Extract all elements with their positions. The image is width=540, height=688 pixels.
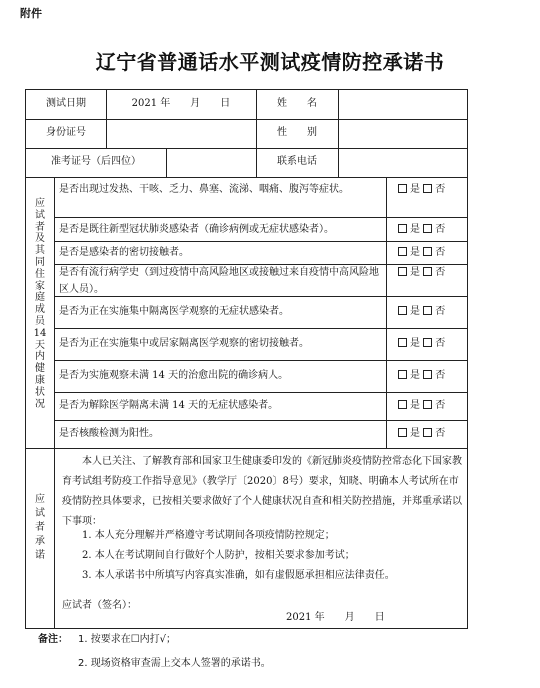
no-label: 否 <box>435 247 446 258</box>
no-checkbox[interactable] <box>423 370 432 379</box>
yes-checkbox[interactable] <box>398 306 407 315</box>
question-9: 是否核酸检测为阳性。 <box>59 428 159 439</box>
pledge-form <box>25 89 468 629</box>
no-checkbox[interactable] <box>423 338 432 347</box>
test-date-label: 测试日期 <box>46 98 86 109</box>
id-number-label: 身份证号 <box>46 127 86 138</box>
yes-checkbox[interactable] <box>398 224 407 233</box>
yes-checkbox[interactable] <box>398 338 407 347</box>
answer-row-5 <box>398 303 445 320</box>
question-8: 是否为解除医学隔离未满 14 天的无症状感染者。 <box>59 400 279 411</box>
no-checkbox[interactable] <box>423 400 432 409</box>
yes-checkbox[interactable] <box>398 247 407 256</box>
answer-row-1 <box>398 181 445 198</box>
answer-row-2 <box>398 221 445 238</box>
answer-row-4 <box>398 264 445 281</box>
yes-label: 是 <box>410 184 420 195</box>
yes-checkbox[interactable] <box>398 400 407 409</box>
no-label: 否 <box>435 224 446 235</box>
note-item-2: 2. 现场资格审查需上交本人签署的承诺书。 <box>78 658 271 669</box>
question-2: 是否是既往新型冠状肺炎感染者（确诊病例或无症状感染者）。 <box>59 224 334 235</box>
no-label: 否 <box>435 338 446 349</box>
no-checkbox[interactable] <box>423 428 432 437</box>
no-checkbox[interactable] <box>423 224 432 233</box>
question-3: 是否是感染者的密切接触者。 <box>59 247 189 258</box>
phone-label: 联系电话 <box>277 156 317 167</box>
name-label: 姓 名 <box>277 98 317 109</box>
answer-row-3 <box>398 244 445 261</box>
pledge-date[interactable]: 2021 年 月 日 <box>286 612 385 623</box>
yes-checkbox[interactable] <box>398 370 407 379</box>
question-1: 是否出现过发热、干咳、乏力、鼻塞、流涕、咽痛、腹泻等症状。 <box>59 184 349 195</box>
pledge-intro: 本人已关注、了解教育部和国家卫生健康委印发的《新冠肺炎疫情防控常态化下国家教育考试组考防疫工作指导意见》（教学厅〔2020〕8号）要求，知晓、明确本人考试所在市疫情防控具体要求，已按相关要求做好了个人健康状况自查和相关防控措施，并郑重承诺以下事项： <box>62 456 462 527</box>
notes-label: 备注： <box>38 634 68 645</box>
answer-row-7 <box>398 367 445 384</box>
name-field[interactable] <box>338 97 467 111</box>
no-label: 否 <box>435 184 446 195</box>
question-7: 是否为实施观察未满 14 天的治愈出院的确诊病人。 <box>59 370 289 381</box>
no-checkbox[interactable] <box>423 267 432 276</box>
attachment-label: 附件 <box>20 7 42 20</box>
note-item-1: 1. 按要求在☐内打√； <box>78 634 177 645</box>
yes-label: 是 <box>410 370 420 381</box>
yes-label: 是 <box>410 224 420 235</box>
gender-label: 性 别 <box>277 127 317 138</box>
page-title: 辽宁省普通话水平测试疫情防控承诺书 <box>95 50 445 74</box>
health-section-label: 应试者及其同住家庭成员14天内健康状况 <box>33 198 47 410</box>
no-label: 否 <box>435 428 446 439</box>
no-checkbox[interactable] <box>423 306 432 315</box>
answer-row-8 <box>398 397 445 414</box>
yes-checkbox[interactable] <box>398 184 407 193</box>
pledge-item-1: 1. 本人充分理解并严格遵守考试期间各项疫情防控规定； <box>82 530 335 541</box>
no-label: 否 <box>435 306 446 317</box>
question-5: 是否为正在实施集中隔离医学观察的无症状感染者。 <box>59 306 289 317</box>
answer-row-9 <box>398 425 445 442</box>
gender-field[interactable] <box>338 126 467 140</box>
no-label: 否 <box>435 370 446 381</box>
pledge-section-label: 应试者承诺 <box>35 494 45 561</box>
no-label: 否 <box>435 400 446 411</box>
phone-field[interactable] <box>338 155 467 169</box>
yes-label: 是 <box>410 267 420 278</box>
ticket-number-field[interactable] <box>166 155 256 169</box>
yes-label: 是 <box>410 247 420 258</box>
id-number-field[interactable] <box>106 126 256 140</box>
test-date-value[interactable]: 2021 年 月 日 <box>131 98 231 109</box>
yes-checkbox[interactable] <box>398 267 407 276</box>
question-6: 是否为正在实施集中或居家隔离医学观察的密切接触者。 <box>59 338 309 349</box>
yes-label: 是 <box>410 338 420 349</box>
no-label: 否 <box>435 267 446 278</box>
no-checkbox[interactable] <box>423 184 432 193</box>
yes-label: 是 <box>410 400 420 411</box>
signature-label: 应试者（签名）： <box>62 600 137 611</box>
answer-row-6 <box>398 335 445 352</box>
question-4: 是否有流行病学史（到过疫情中高风险地区或接触过来自疫情中高风险地区人员）。 <box>59 267 379 295</box>
no-checkbox[interactable] <box>423 247 432 256</box>
ticket-number-label: 准考证号（后四位） <box>51 156 141 167</box>
yes-label: 是 <box>410 306 420 317</box>
pledge-item-2: 2. 本人在考试期间自行做好个人防护，按相关要求参加考试； <box>82 550 355 561</box>
pledge-item-3: 3. 本人承诺书中所填写内容真实准确，如有虚假愿承担相应法律责任。 <box>82 570 395 581</box>
yes-checkbox[interactable] <box>398 428 407 437</box>
yes-label: 是 <box>410 428 420 439</box>
